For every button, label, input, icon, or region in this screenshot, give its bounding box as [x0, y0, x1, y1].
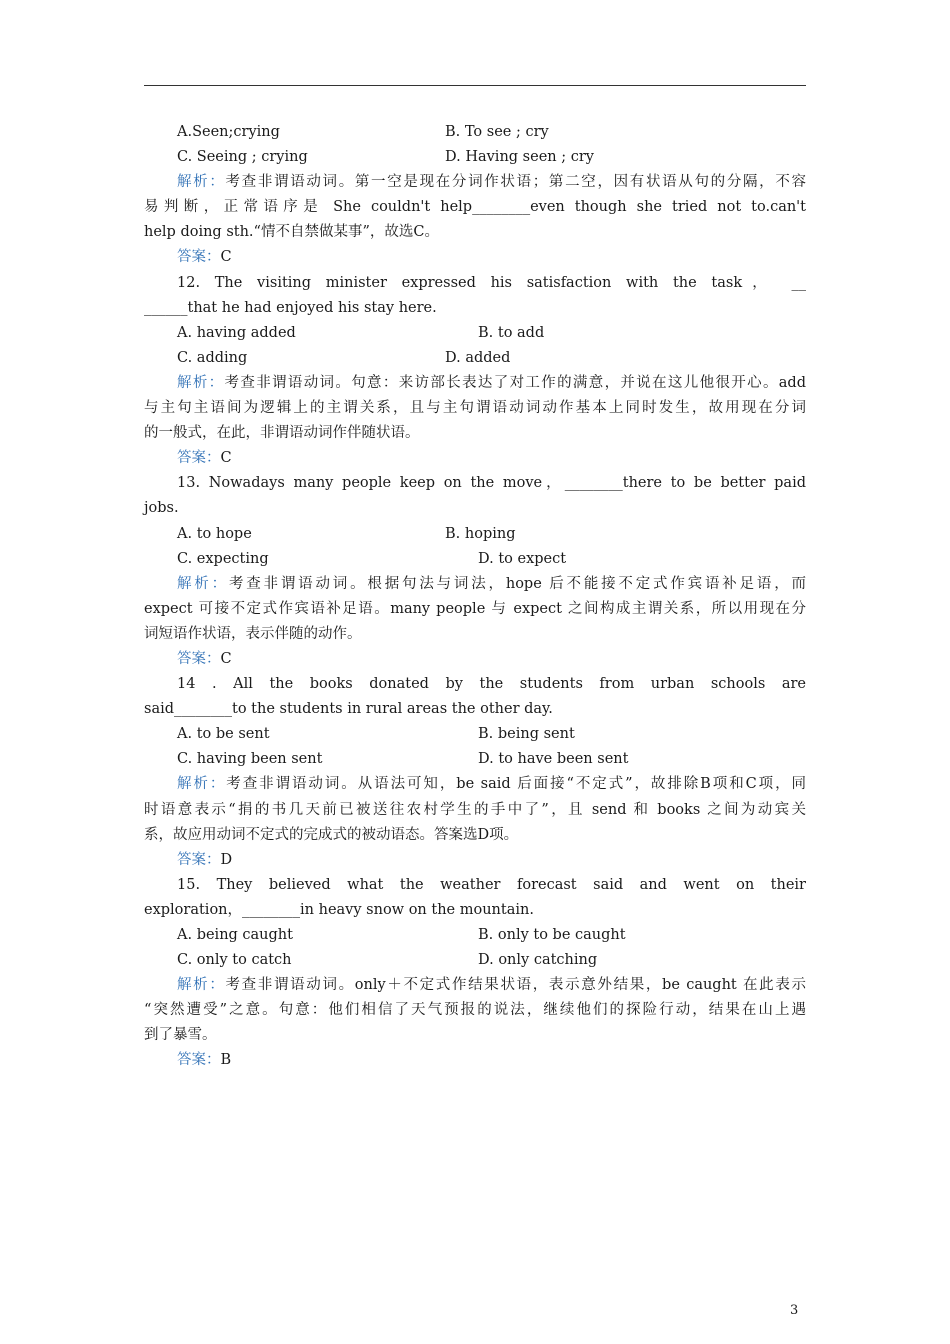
q12-option-b: B. to add — [478, 324, 545, 341]
q15-explanation-line2: “突然遭受”之意。句意：他们相信了天气预报的说法，继续他们的探险行动，结果在山上遇 — [144, 1002, 806, 1019]
q15-answer — [144, 1048, 806, 1073]
q15-option-d: D. only catching — [478, 952, 598, 969]
q14-explanation-line1: 解析：考查非谓语动词。从语法可知，be said 后面接“不定式”，故排除B项和C项，同 — [177, 776, 807, 793]
q14-option-d: D. to have been sent — [478, 751, 629, 768]
q12-answer-value: C — [220, 450, 232, 467]
q12-explanation-line3: 的一般式，在此，非谓语动词作伴随状语。 — [144, 425, 420, 442]
q15-option-b: B. only to be caught — [478, 927, 626, 943]
q15-explanation-line3: 到了暴雪。 — [144, 1027, 217, 1044]
q13-explanation-line3: 词短语作状语，表示伴随的动作。 — [144, 625, 362, 642]
q13-stem-line1: 13. Nowadays many people keep on the move，________there to be better paid — [177, 475, 806, 492]
q11-explanation-line1: 解析：考查非谓语动词。第一空是现在分词作状语；第二空，因有状语从句的分隔，不容 — [177, 174, 806, 191]
q14-answer — [144, 848, 806, 873]
q14-answer-value: D — [220, 851, 233, 868]
q13-options-row1 — [144, 522, 806, 547]
q12-explanation-label: 解析： — [177, 374, 225, 391]
q12-option-a: A. having added — [177, 324, 296, 341]
q11-explanation-label: 解析： — [177, 174, 226, 191]
q15-option-c: C. only to catch — [177, 952, 292, 969]
q12-option-c: C. adding — [177, 349, 248, 366]
q15-explanation-label: 解析： — [177, 977, 226, 994]
q13-explanation-line1: 解析：考查非谓语动词。根据句法与词法，hope 后不能接不定式作宾语补足语，而 — [177, 575, 807, 592]
q14-answer-label: 答案： — [177, 851, 221, 868]
q13-option-a: A. to hope — [177, 525, 252, 542]
q11-option-b: B. To see ; cry — [445, 124, 549, 140]
header-rule — [144, 85, 806, 86]
q15-option-a: A. being caught — [177, 927, 293, 943]
q15-answer-value: B — [220, 1052, 232, 1069]
q14-stem-line2: said________to the students in rural areas the other day. — [144, 701, 553, 718]
q11-answer — [144, 245, 806, 270]
q12-options-row1 — [144, 321, 806, 346]
q15-stem-line1: 15. They believed what the weather forecast said and went on their — [177, 876, 806, 893]
q11-explanation-line3: help doing sth.“情不自禁做某事”，故选C。 — [144, 224, 439, 241]
q11-explanation-line2: 易判断，正常语序是 She couldn't help________even though she tried not to.can't — [144, 199, 806, 216]
q12-stem-line2: ______that he had enjoyed his stay here. — [144, 299, 437, 316]
q11-options-row2 — [144, 145, 806, 170]
q12-options-row2 — [144, 346, 806, 371]
q12-answer — [144, 446, 806, 471]
q14-options-row1 — [144, 722, 806, 747]
q13-answer — [144, 647, 806, 672]
q15-stem-line2: exploration，________in heavy snow on the mountain. — [144, 901, 534, 918]
q13-answer-value: C — [220, 650, 232, 667]
q14-explanation-line3: 系，故应用动词不定式的完成式的被动语态。答案选D项。 — [144, 826, 519, 843]
page-content — [144, 120, 806, 1074]
q15-options-row2 — [144, 948, 806, 973]
q14-explanation-label: 解析： — [177, 776, 227, 793]
q14-options-row2 — [144, 747, 806, 772]
q13-explanation-line2: expect 可接不定式作宾语补足语。many people 与 expect 之间构成主谓关系，所以用现在分 — [144, 600, 806, 617]
q11-answer-value: C — [220, 249, 232, 266]
q13-stem-line2: jobs. — [144, 500, 179, 517]
q13-option-d: D. to expect — [478, 550, 567, 567]
q14-explanation-line2: 时语意表示“捐的书几天前已被送往农村学生的手中了”，且 send 和 books 之间为动宾关 — [144, 801, 806, 818]
q11-option-c: C. Seeing ; crying — [177, 149, 308, 166]
q14-option-b: B. being sent — [478, 726, 575, 743]
q13-answer-label: 答案： — [177, 650, 221, 667]
q14-option-a: A. to be sent — [177, 726, 270, 743]
q12-explanation-line1: 解析：考查非谓语动词。句意：来访部长表达了对工作的满意，并说在这儿他很开心。add — [177, 374, 806, 391]
q11-option-a: A.Seen;crying — [177, 124, 280, 140]
q14-stem-line1: 14 . All the books donated by the students from urban schools are — [177, 676, 806, 693]
q11-option-d: D. Having seen ; cry — [445, 149, 594, 166]
q13-option-c: C. expecting — [177, 550, 269, 567]
q11-options-row1 — [144, 120, 806, 145]
q14-option-c: C. having been sent — [177, 751, 323, 768]
q12-explanation-line2: 与主句主语间为逻辑上的主谓关系，且与主句谓语动词动作基本上同时发生，故用现在分词 — [144, 400, 806, 417]
q13-option-b: B. hoping — [445, 525, 516, 542]
q13-options-row2 — [144, 547, 806, 572]
q11-answer-label: 答案： — [177, 249, 221, 266]
q15-options-row1 — [144, 923, 806, 948]
q12-answer-label: 答案： — [177, 450, 221, 467]
q15-answer-label: 答案： — [177, 1052, 221, 1069]
q12-stem-line1: 12. The visiting minister expressed his satisfaction with the task， __ — [177, 274, 806, 291]
page-number: 3 — [790, 1303, 799, 1318]
q15-explanation-line1: 解析：考查非谓语动词。only＋不定式作结果状语，表示意外结果，be caught 在此表示 — [177, 977, 806, 994]
q13-explanation-label: 解析： — [177, 575, 229, 592]
q12-option-d: D. added — [445, 349, 511, 366]
